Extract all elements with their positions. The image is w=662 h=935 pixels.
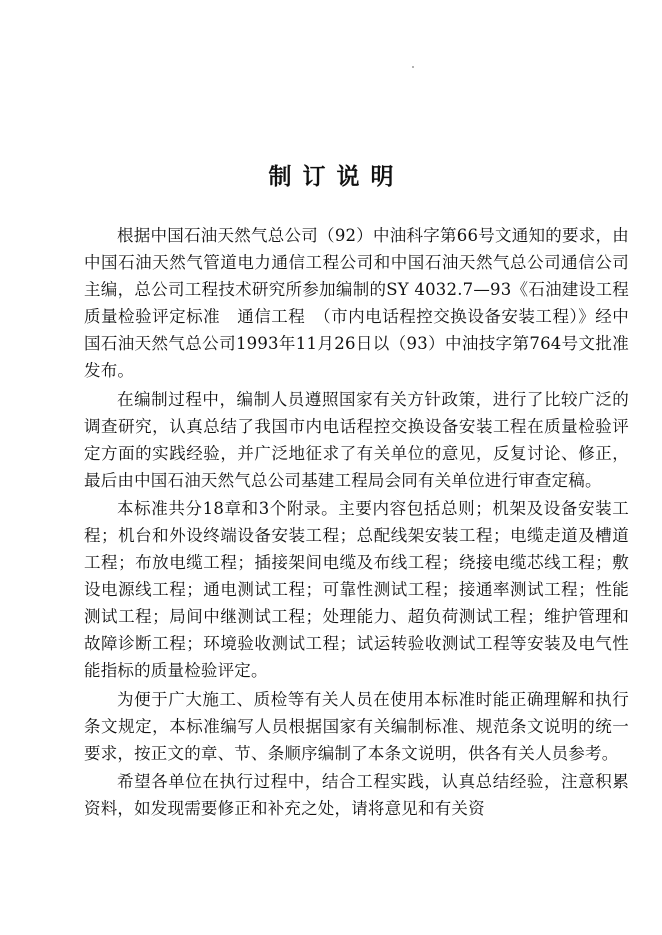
- paragraph-1: 根据中国石油天然气总公司（92）中油科字第66号文通知的要求，由中国石油天然气管道电力通信工程公司和中国石油天然气总公司通信公司主编，总公司工程技术研究所参加编制的SY 4032.7—93《石油建设工程质量检验评定标准 通信工程 （市内电话程控交换设备安装工程）》经中国石油天然气总公司1993年11月26日以（93）中油技字第764号文批准发布。: [84, 226, 629, 380]
- paragraph-3: 本标准共分18章和3个附录。主要内容包括总则；机架及设备安装工程；机台和外设终端设备安装工程；总配线架安装工程；电缆走道及槽道工程；布放电缆工程；插接架间电缆及布线工程；绕接电缆芯线工程；敷设电源线工程；通电测试工程；可靠性测试工程；接通率测试工程；性能测试工程；局间中继测试工程；处理能力、超负荷测试工程；维护管理和故障诊断工程；环境验收测试工程；试运转验收测试工程等安装及电气性能指标的质量检验评定。: [84, 499, 629, 681]
- body-text: [84, 222, 629, 824]
- paragraph-4: 为便于广大施工、质检等有关人员在使用本标准时能正确理解和执行条文规定，本标准编写人员根据国家有关编制标准、规范条文说明的统一要求，按正文的章、节、条顺序编制了本条文说明，供各有关人员参考。: [84, 689, 629, 763]
- scan-speck: [412, 66, 414, 68]
- paragraph-5: 希望各单位在执行过程中，结合工程实践，认真总结经验，注意积累资料，如发现需要修正和补充之处，请将意见和有关资: [84, 772, 629, 819]
- paragraph-2: 在编制过程中，编制人员遵照国家有关方针政策，进行了比较广泛的调查研究，认真总结了我国市内电话程控交换设备安装工程在质量检验评定方面的实践经验，并广泛地征求了有关单位的意见，反复讨论、修正，最后由中国石油天然气总公司基建工程局会同有关单位进行审查定稿。: [84, 389, 629, 490]
- page-title: 制订说明: [268, 163, 405, 190]
